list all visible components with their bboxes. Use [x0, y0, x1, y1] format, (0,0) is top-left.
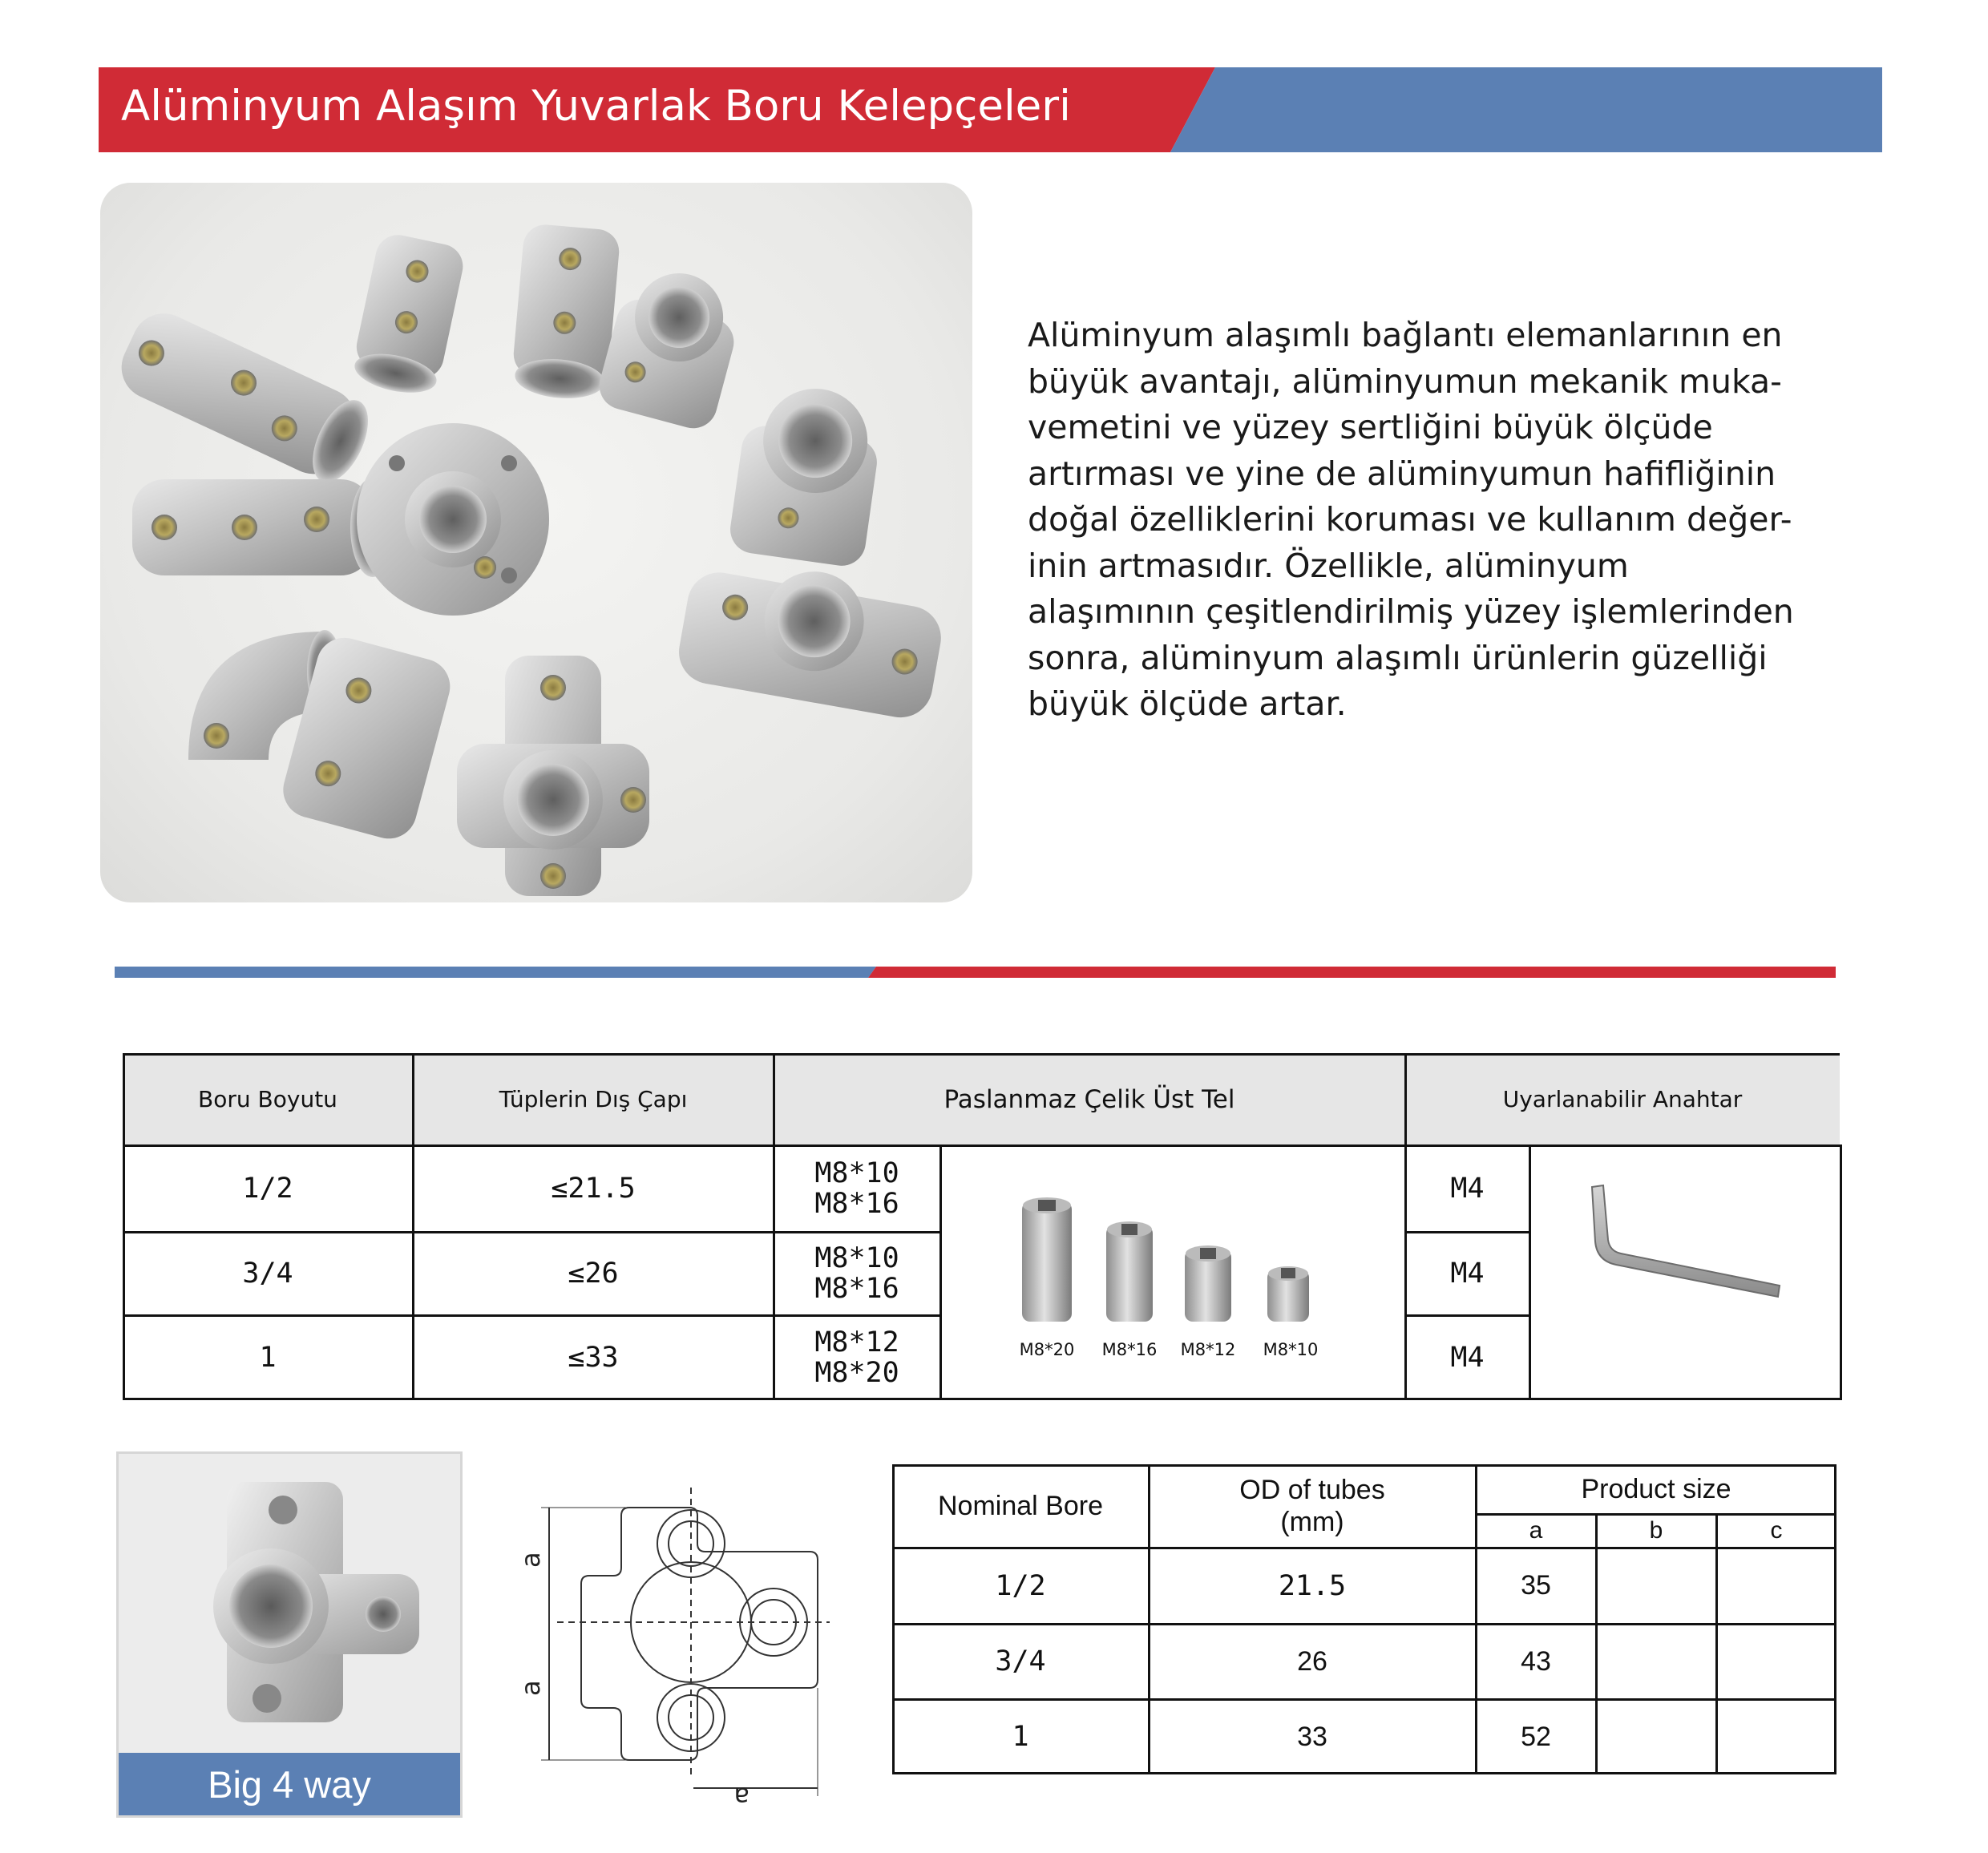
spec-header-od: Tüplerin Dış Çapı — [413, 1053, 774, 1145]
table-border — [412, 1053, 414, 1400]
table-border — [1404, 1053, 1407, 1400]
size-subheader-a: a — [1529, 1517, 1543, 1544]
spec-cell-key: M4 — [1450, 1173, 1485, 1205]
table-border — [1475, 1464, 1477, 1774]
spec-cell-key: M4 — [1450, 1342, 1485, 1374]
size-cell-od: 33 — [1297, 1721, 1327, 1752]
table-border — [123, 1053, 125, 1400]
table-border — [123, 1231, 940, 1233]
size-cell-c — [1716, 1699, 1836, 1774]
screw-label: M8*16 — [1101, 1340, 1158, 1359]
hex-key-image — [1529, 1145, 1840, 1400]
dimension-label: a — [517, 1680, 546, 1696]
spec-cell-screw: M8*12 — [814, 1326, 899, 1358]
product-photo — [100, 183, 972, 902]
spec-cell-screw: M8*10 — [814, 1242, 899, 1274]
dimension-label: a — [733, 1782, 750, 1808]
table-border — [1405, 1314, 1529, 1317]
table-border — [892, 1464, 895, 1774]
table-border — [123, 1314, 940, 1317]
table-border — [1715, 1514, 1718, 1774]
spec-cell-od: ≤26 — [568, 1258, 619, 1290]
spec-cell-size: 1/2 — [242, 1173, 293, 1205]
size-cell-bore: 1 — [1012, 1721, 1029, 1753]
size-cell-c — [1716, 1548, 1836, 1624]
spec-cell-od: ≤21.5 — [551, 1173, 636, 1205]
description-line: doğal özelliklerini koruması ve kullanım değer- — [1028, 500, 1792, 539]
spec-table — [123, 1053, 1840, 1400]
description-line: büyük avantajı, alüminyumun mekanik muka- — [1028, 361, 1782, 401]
table-border — [123, 1398, 1842, 1400]
spec-cell-size: 3/4 — [242, 1258, 293, 1290]
description-line: büyük ölçüde artar. — [1028, 684, 1347, 723]
description-line: sonra, alüminyum alaşımlı ürünlerin güzelliği — [1028, 638, 1768, 677]
size-header-nominal: Nominal Bore — [938, 1490, 1103, 1521]
spec-cell-screw: M8*16 — [814, 1188, 899, 1220]
spec-header-screws: Paslanmaz Çelik Üst Tel — [774, 1053, 1405, 1145]
table-border — [892, 1547, 1836, 1549]
size-header-product: Product size — [1581, 1473, 1731, 1504]
table-border — [892, 1623, 1836, 1625]
table-border — [1834, 1464, 1836, 1774]
size-subheader-c: c — [1770, 1517, 1783, 1544]
screw-label: M8*12 — [1180, 1340, 1236, 1359]
size-cell-a: 43 — [1521, 1645, 1551, 1677]
table-border — [892, 1772, 1836, 1774]
size-subheader-b: b — [1649, 1517, 1663, 1544]
table-border — [1476, 1513, 1836, 1516]
size-cell-bore: 1/2 — [995, 1569, 1046, 1602]
size-cell-a: 35 — [1521, 1570, 1551, 1601]
fittings-illustration — [100, 183, 972, 902]
description-line: inin artmasıdır. Özellikle, alüminyum — [1028, 546, 1629, 585]
spec-cell-size: 1 — [259, 1342, 277, 1374]
description-line: artırması ve yine de alüminyumun hafifliğinin — [1028, 454, 1776, 493]
table-border — [1405, 1231, 1529, 1233]
table-border — [1595, 1514, 1598, 1774]
size-cell-a: 52 — [1521, 1721, 1551, 1752]
spec-header-key: Uyarlanabilir Anahtar — [1405, 1053, 1840, 1145]
section-divider — [115, 967, 1836, 978]
spec-cell-screw: M8*16 — [814, 1273, 899, 1305]
spec-cell-screw: M8*20 — [814, 1357, 899, 1389]
technical-drawing — [517, 1488, 830, 1808]
size-cell-c — [1716, 1624, 1836, 1699]
size-header-od: OD of tubes (mm) — [1239, 1475, 1385, 1537]
screw-m8-12 — [1185, 1245, 1231, 1322]
product-card-label: Big 4 way — [119, 1753, 460, 1815]
spec-header-size: Boru Boyutu — [123, 1053, 413, 1145]
set-screws-image — [940, 1145, 1405, 1400]
table-border — [1148, 1464, 1150, 1774]
spec-cell-key: M4 — [1450, 1258, 1485, 1290]
screw-m8-10 — [1267, 1266, 1309, 1322]
page-title: Alüminyum Alaşım Yuvarlak Boru Kelepçeleri — [121, 82, 1071, 131]
size-cell-od: 21.5 — [1278, 1569, 1347, 1602]
size-cell-od: 26 — [1297, 1645, 1327, 1677]
spec-cell-screw: M8*10 — [814, 1157, 899, 1189]
size-cell-b — [1596, 1699, 1716, 1774]
size-cell-b — [1596, 1624, 1716, 1699]
screw-m8-20 — [1022, 1197, 1072, 1322]
screw-label: M8*10 — [1263, 1340, 1319, 1359]
table-border — [773, 1053, 775, 1400]
screw-m8-16 — [1106, 1221, 1153, 1322]
size-cell-bore: 3/4 — [995, 1645, 1046, 1677]
spec-cell-od: ≤33 — [568, 1342, 619, 1374]
header-banner — [99, 67, 1882, 152]
description-line: vemetini ve yüzey sertliğini büyük ölçüde — [1028, 408, 1713, 446]
description-line: Alüminyum alaşımlı bağlantı elemanlarının en — [1028, 316, 1783, 354]
product-card — [116, 1451, 463, 1818]
table-border — [123, 1144, 1840, 1147]
size-table — [892, 1464, 1836, 1774]
screw-label: M8*20 — [1019, 1340, 1075, 1359]
table-border — [1840, 1144, 1842, 1400]
size-cell-b — [1596, 1548, 1716, 1624]
description-line: alaşımının çeşitlendirilmiş yüzey işlemlerinden — [1028, 592, 1794, 631]
table-border — [939, 1144, 942, 1400]
table-border — [123, 1053, 1840, 1056]
description-text — [1028, 313, 1845, 728]
dimension-label: a — [517, 1552, 546, 1568]
table-border — [892, 1464, 1836, 1467]
big-4-way-image — [119, 1454, 460, 1753]
table-border — [892, 1698, 1836, 1701]
table-border — [1529, 1144, 1531, 1400]
